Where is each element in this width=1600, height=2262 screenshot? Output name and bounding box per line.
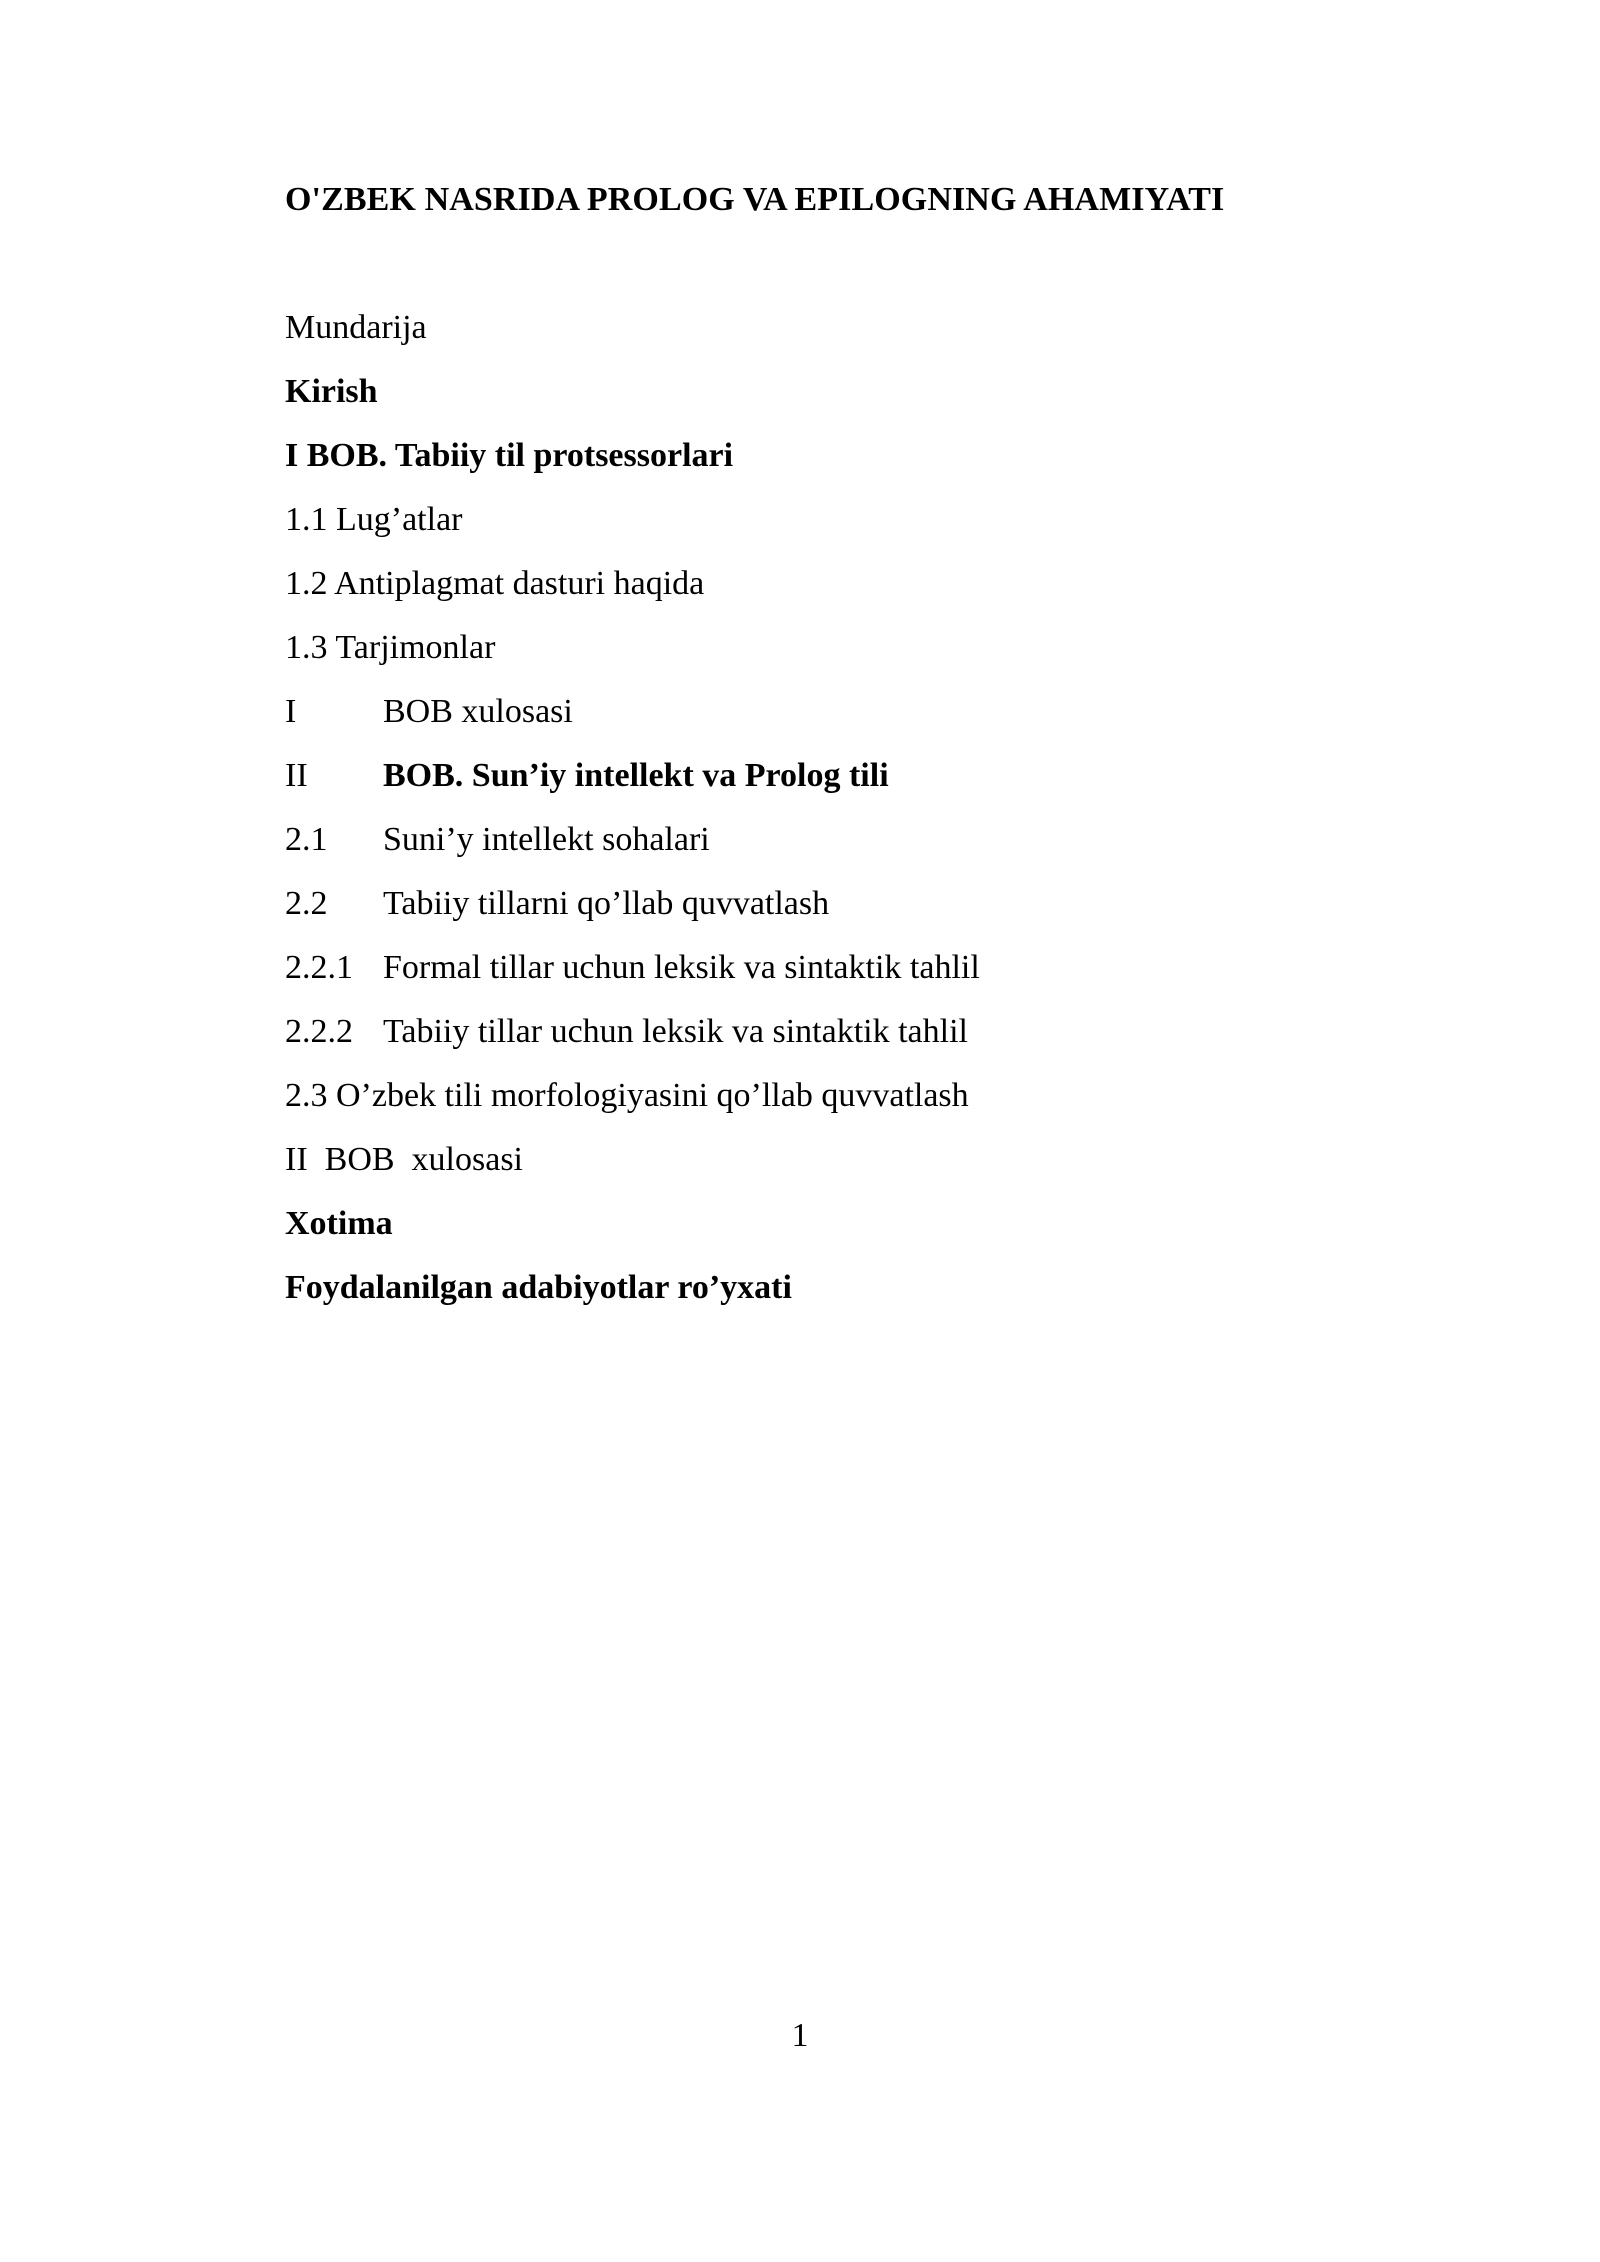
toc-entry	[285, 744, 1345, 808]
toc-entry-number: 2.1	[285, 821, 328, 858]
toc-entry: Foydalanilgan adabiyotlar ro’yxati	[285, 1269, 792, 1306]
toc-entry	[285, 1000, 1345, 1064]
toc-entry-label: Tabiiy tillarni qo’llab quvvatlash	[383, 885, 830, 922]
toc-entry	[285, 872, 1345, 936]
blank-line	[285, 232, 1345, 296]
toc-entry-label: BOB xulosasi	[383, 693, 573, 730]
toc-entry-label: BOB. Sun’iy intellekt va Prolog tili	[383, 757, 889, 794]
toc-entry: 2.3 O’zbek tili morfologiyasini qo’llab quvvatlash	[285, 1077, 969, 1114]
page-title: O'ZBEK NASRIDA PROLOG VA EPILOGNING AHAMIYATI	[285, 181, 1225, 218]
toc-entry	[285, 936, 1345, 1000]
toc-entry: 1.1 Lug’atlar	[285, 501, 463, 538]
document-body	[285, 168, 1345, 1320]
page-number: 1	[791, 2017, 809, 2054]
toc-entry-number: II	[285, 757, 308, 794]
toc-entry: II BOB xulosasi	[285, 1141, 523, 1178]
toc-entry-number: I	[285, 693, 297, 730]
toc-entry-number: 2.2.1	[285, 949, 353, 986]
toc-entry: Xotima	[285, 1205, 393, 1242]
toc-entry: Kirish	[285, 373, 378, 410]
toc-entry: 1.2 Antiplagmat dasturi haqida	[285, 565, 705, 602]
toc-entry-label: Formal tillar uchun leksik va sintaktik tahlil	[383, 949, 980, 986]
toc-entry	[285, 808, 1345, 872]
toc-entry-label: Suni’y intellekt sohalari	[383, 821, 710, 858]
toc-entry-number: 2.2	[285, 885, 328, 922]
toc-entry: I BOB. Tabiiy til protsessorlari	[285, 437, 734, 474]
toc-entry: 1.3 Tarjimonlar	[285, 629, 496, 666]
toc-entry-number: 2.2.2	[285, 1013, 353, 1050]
toc-entry	[285, 680, 1345, 744]
toc-entry-list	[285, 360, 1345, 1320]
toc-heading: Mundarija	[285, 309, 427, 346]
toc-entry-label: Tabiiy tillar uchun leksik va sintaktik tahlil	[383, 1013, 968, 1050]
